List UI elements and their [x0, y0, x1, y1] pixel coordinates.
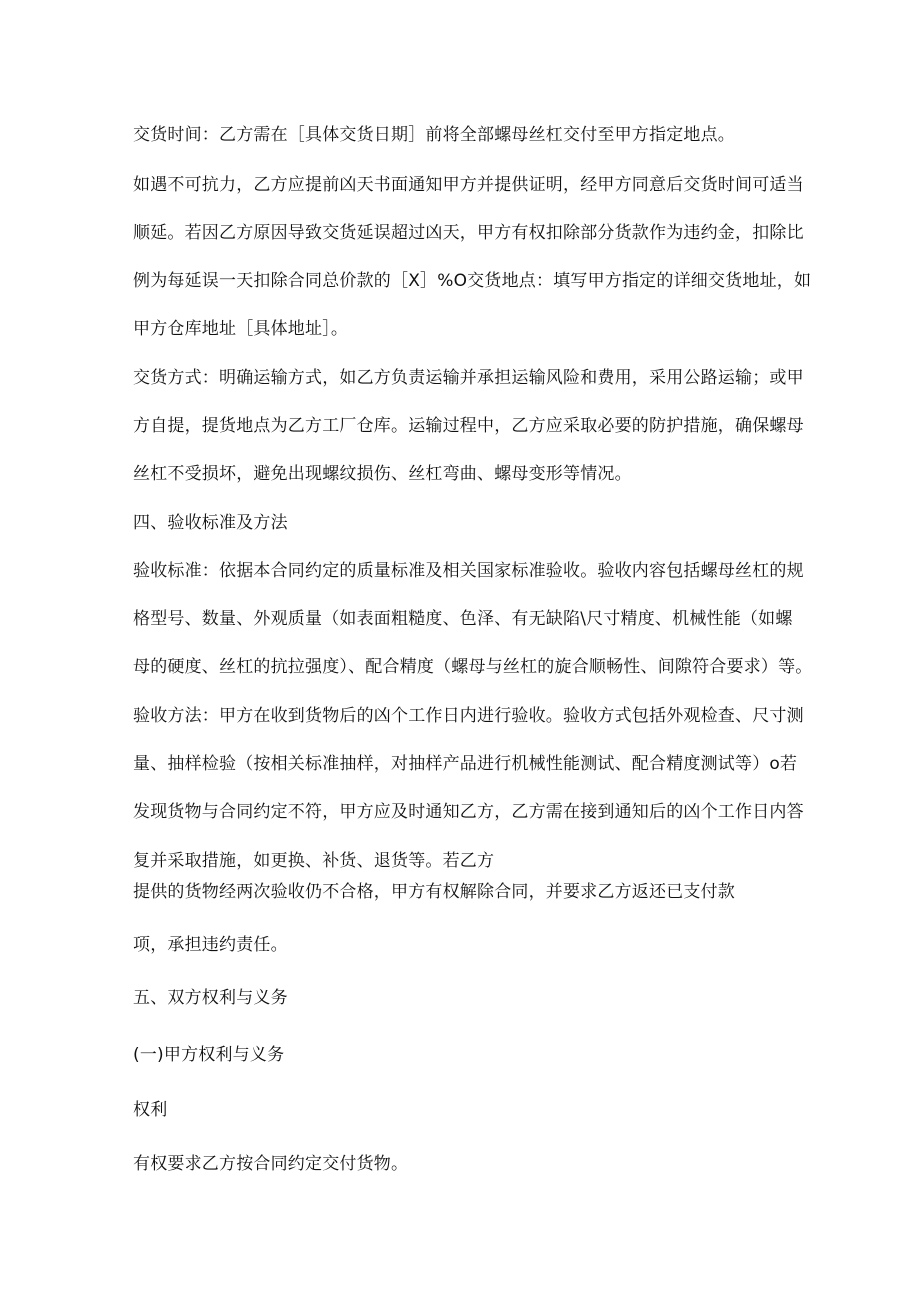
text-line-termination: 提供的货物经两次验收仍不合格，甲方有权解除合同，并要求乙方返还已支付款 — [133, 882, 735, 902]
text-line-self-pickup: 方自提，提货地点为乙方工厂仓库。运输过程中，乙方应采取必要的防护措施，确保螺母 — [133, 416, 804, 436]
text-line-acceptance-content: 格型号、数量、外观质量（如表面粗糙度、色泽、有无缺陷\尺寸精度、机械性能（如螺 — [133, 609, 793, 629]
text-line-remedies: 复并采取措施，如更换、补货、退货等。若乙方 — [133, 851, 495, 871]
text-line-right-delivery: 有权要求乙方按合同约定交付货物。 — [133, 1154, 409, 1174]
subsection-heading-party-a: (一)甲方权利与义务 — [133, 1045, 285, 1065]
text-line-force-majeure: 如遇不可抗力，乙方应提前凶天书面通知甲方并提供证明，经甲方同意后交货时间可适当 — [133, 175, 804, 195]
text-line-delivery-method: 交货方式：明确运输方式，如乙方负责运输并承担运输风险和费用，采用公路运输；或甲 — [133, 368, 804, 388]
text-line-nonconformity: 发现货物与合同约定不符，甲方应及时通知乙方，乙方需在接到通知后的凶个工作日内答 — [133, 802, 804, 822]
text-line-acceptance-method: 验收方法：甲方在收到货物后的凶个工作日内进行验收。验收方式包括外观检查、尺寸测 — [133, 706, 804, 726]
text-line-sampling: 量、抽样检验（按相关标准抽样，对抽样产品进行机械性能测试、配合精度测试等）o若 — [133, 754, 798, 774]
section-heading-rights: 五、双方权利与义务 — [133, 988, 288, 1008]
text-line-warehouse-address: 甲方仓库地址［具体地址］。 — [133, 319, 349, 339]
text-line-protection: 丝杠不受损坏，避免出现螺纹损伤、丝杠弯曲、螺母变形等情况。 — [133, 464, 632, 484]
text-line-acceptance-standard: 验收标准：依据本合同约定的质量标准及相关国家标准验收。验收内容包括螺母丝杠的规 — [133, 561, 804, 581]
subheading-rights: 权利 — [133, 1100, 168, 1120]
text-line-delay-penalty: 顺延。若因乙方原因导致交货延误超过凶天，甲方有权扣除部分货款作为违约金，扣除比 — [133, 223, 804, 243]
section-heading-acceptance: 四、验收标准及方法 — [133, 513, 288, 533]
text-line-delivery-place: 例为每延误一天扣除合同总价款的［X］%O交货地点：填写甲方指定的详细交货地址，如 — [133, 271, 812, 291]
text-line-liability: 项，承担违约责任。 — [133, 935, 288, 955]
text-line-delivery-time: 交货时间：乙方需在［具体交货日期］前将全部螺母丝杠交付至甲方指定地点。 — [133, 125, 735, 145]
text-line-fit-accuracy: 母的硬度、丝杠的抗拉强度）、配合精度（螺母与丝杠的旋合顺畅性、间隙符合要求）等。 — [133, 657, 813, 677]
